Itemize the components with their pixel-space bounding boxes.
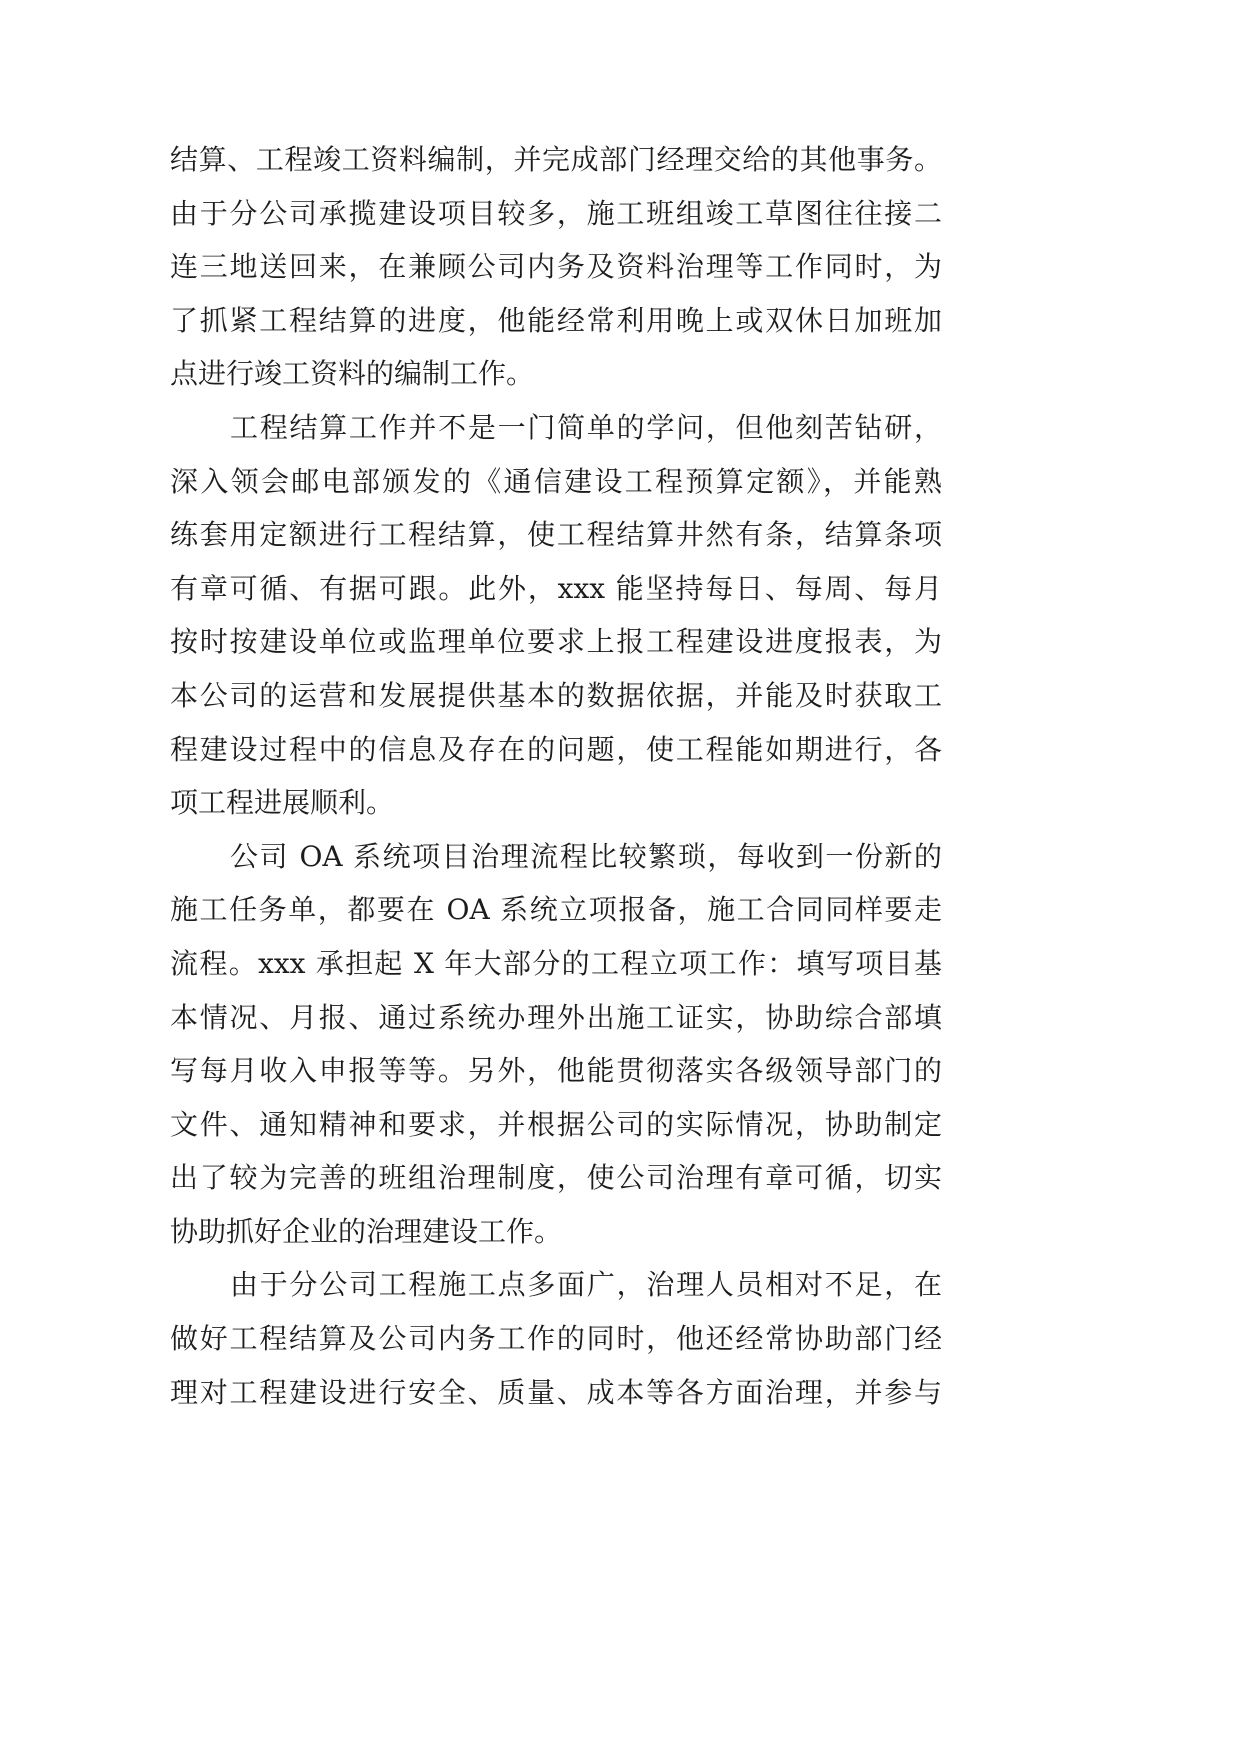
text-line: 练套用定额进行工程结算，使工程结算井然有条，结算条项 [170, 518, 942, 552]
text-line: 深入领会邮电部颁发的《通信建设工程预算定额》，并能熟 [170, 464, 942, 498]
paragraph [170, 1258, 942, 1419]
text-line: 结算、工程竣工资料编制，并完成部门经理交给的其他事务。 [170, 143, 942, 176]
text-line: 流程。xxx 承担起 X 年大部分的工程立项工作：填写项目基 [170, 946, 942, 980]
text-line: 本公司的运营和发展提供基本的数据依据，并能及时获取工 [170, 678, 942, 712]
text-line: 写每月收入申报等等。另外，他能贯彻落实各级领导部门的 [170, 1054, 942, 1088]
paragraph [170, 401, 942, 830]
text-line: 做好工程结算及公司内务工作的同时，他还经常协助部门经 [170, 1322, 942, 1356]
text-line: 工程结算工作并不是一门简单的学问，但他刻苦钻研， [230, 410, 942, 444]
text-line: 由于分公司工程施工点多面广，治理人员相对不足，在 [230, 1268, 942, 1302]
text-line: 文件、通知精神和要求，并根据公司的实际情况，协助制定 [170, 1107, 942, 1141]
text-line: 程建设过程中的信息及存在的问题，使工程能如期进行，各 [170, 732, 942, 766]
text-line: 有章可循、有据可跟。此外，xxx 能坚持每日、每周、每月 [170, 571, 942, 605]
text-line: 连三地送回来，在兼顾公司内务及资料治理等工作同时，为 [170, 250, 942, 284]
paragraph [170, 830, 942, 1259]
text-line: 点进行竣工资料的编制工作。 [170, 357, 535, 391]
paragraph [170, 133, 942, 401]
text-line: 项工程进展顺利。 [170, 786, 395, 820]
text-line: 了抓紧工程结算的进度，他能经常利用晚上或双休日加班加 [170, 303, 942, 337]
text-line: 由于分公司承揽建设项目较多，施工班组竣工草图往往接二 [170, 196, 942, 230]
text-line: 理对工程建设进行安全、质量、成本等各方面治理，并参与 [170, 1375, 942, 1409]
document-body [170, 133, 942, 1419]
text-line: 公司 OA 系统项目治理流程比较繁琐，每收到一份新的 [230, 839, 942, 873]
text-line: 协助抓好企业的治理建设工作。 [170, 1214, 563, 1248]
text-line: 施工任务单，都要在 OA 系统立项报备，施工合同同样要走 [170, 893, 942, 927]
text-line: 出了较为完善的班组治理制度，使公司治理有章可循，切实 [170, 1161, 942, 1195]
text-line: 本情况、月报、通过系统办理外出施工证实，协助综合部填 [170, 1000, 942, 1034]
text-line: 按时按建设单位或监理单位要求上报工程建设进度报表，为 [170, 625, 942, 659]
